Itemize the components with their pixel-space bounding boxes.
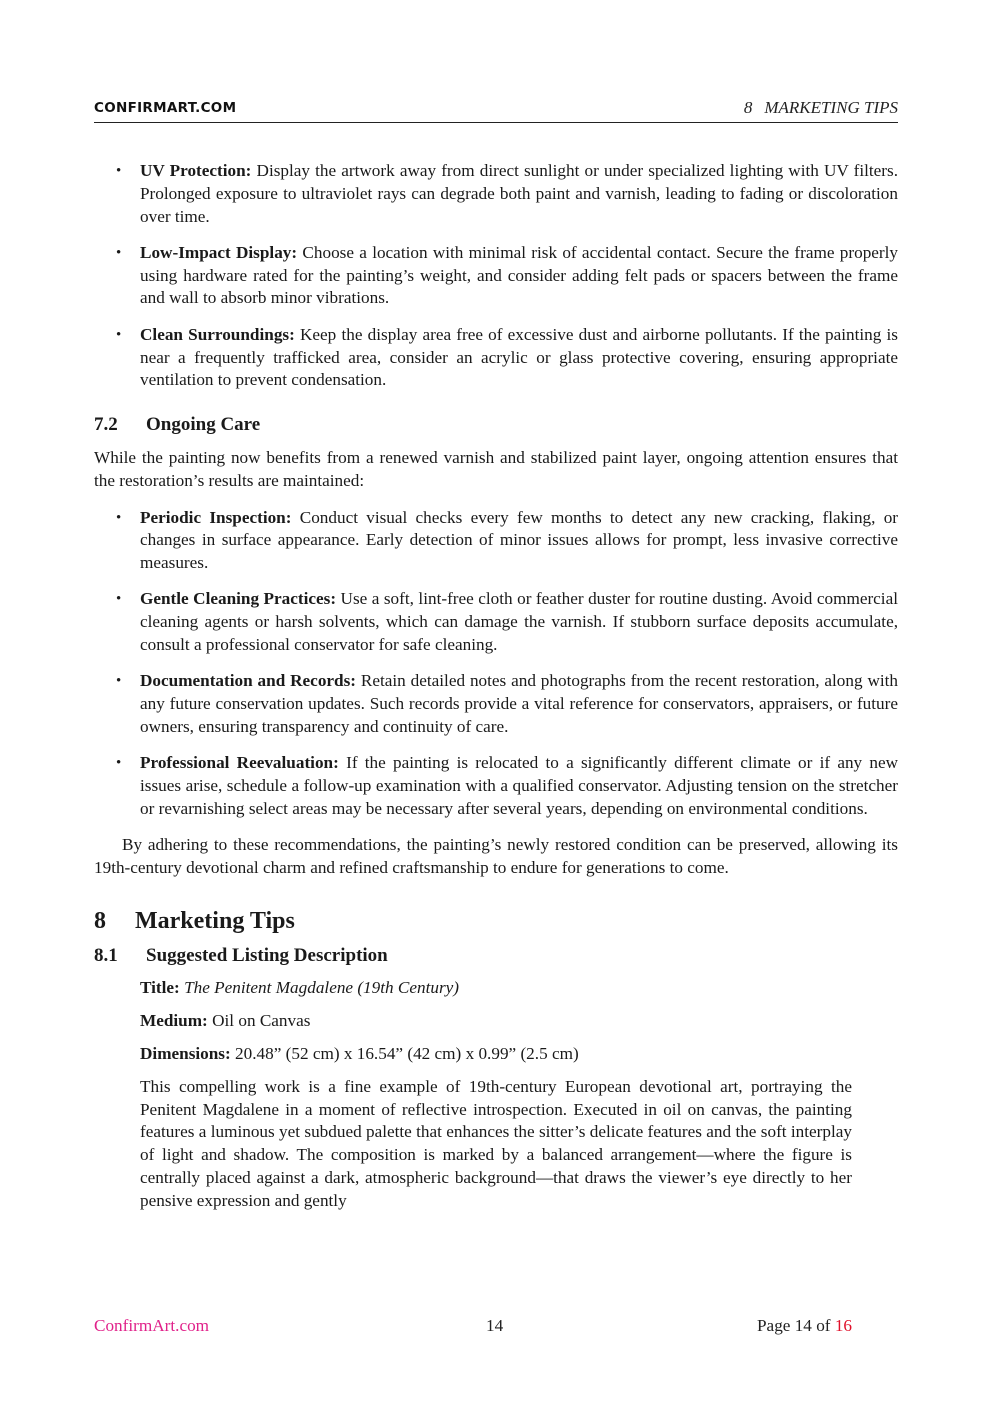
bullet-text: Use a soft, lint-free cloth or feather duster for routine dusting. Avoid commercial cleaning agents or harsh solvents, which can damage the varnish. If stubborn surface deposits accumulate, consult a professional conservator for safe cleaning.	[140, 589, 898, 655]
list-item	[94, 324, 898, 392]
list-item	[94, 507, 898, 575]
section-title: Marketing Tips	[135, 907, 295, 934]
list-item	[94, 670, 898, 738]
bullet-term: Periodic Inspection:	[140, 507, 292, 527]
page-footer	[94, 1316, 852, 1338]
subsection-number: 7.2	[94, 414, 118, 436]
bullet-term: Documentation and Records:	[140, 671, 357, 691]
ongoing-care-intro: While the painting now benefits from a renewed varnish and stabilized paint layer, ongoing attention ensures that the restoration’s results are maintained:	[94, 447, 898, 490]
listing-medium-value: Oil on Canvas	[212, 1011, 311, 1031]
running-section-name: MARKETING TIPS	[764, 98, 898, 117]
running-section-title	[744, 98, 898, 118]
listing-description-text: This compelling work is a fine example of 19th-century European devotional art, portraying the Penitent Magdalene in a moment of reflective introspection. Executed in oil on canvas, the painting features a luminous yet subdued palette that enhances the sitter’s delicate features and the soft interplay of light and shadow. The composition is marked by a balanced arrangement—where the figure is centrally placed against a dark, atmospheric background—that draws the viewer’s eye directly to her pensive expression and gently	[140, 1076, 852, 1210]
listing-dimensions-field	[140, 1043, 852, 1066]
bullet-term: UV Protection:	[140, 161, 252, 180]
listing-description-block	[94, 977, 898, 1212]
subsection-title: Ongoing Care	[146, 414, 261, 436]
bullet-text: Conduct visual checks every few months to detect any new cracking, flaking, or changes in surface appearance. Early detection of minor issues allows for prompt, less invasive corrective measures.	[140, 507, 898, 573]
listing-title-value: The Penitent Magdalene (19th Century)	[184, 978, 460, 998]
subsection-heading-7-2	[94, 414, 898, 437]
footer-site-link[interactable]: ConfirmArt.com	[94, 1316, 210, 1335]
display-bullet-list	[94, 160, 898, 392]
listing-medium-field	[140, 1010, 852, 1033]
ongoing-care-bullet-list	[94, 507, 898, 821]
list-item	[94, 588, 898, 656]
field-label: Dimensions:	[140, 1043, 231, 1063]
listing-title-field	[140, 977, 852, 1000]
bullet-text: Display the artwork away from direct sunlight or under specialized lighting with UV filters. Prolonged exposure to ultraviolet rays can degrade both paint and varnish, leading to fading or discoloration over time.	[140, 161, 898, 226]
list-item	[94, 242, 898, 310]
bullet-term: Low-Impact Display:	[140, 242, 298, 262]
bullet-text: If the painting is relocated to a significantly different climate or if any new issues arise, schedule a follow-up examination with a qualified conservator. Adjusting tension on the stretcher or revarnishing select areas may be necessary after several years, depending on environmental conditions.	[140, 753, 898, 818]
footer-total-pages-link[interactable]: 16	[834, 1316, 852, 1335]
listing-dimensions-value: 20.48” (52 cm) x 16.54” (42 cm) x 0.99” (2.5 cm)	[235, 1043, 579, 1063]
footer-page-prefix: Page 14 of	[757, 1316, 831, 1335]
ongoing-care-closing: By adhering to these recommendations, the painting’s newly restored condition can be preserved, allowing its 19th-century devotional charm and refined craftsmanship to endure for generations to come.	[94, 835, 898, 877]
site-logo[interactable]: CONFIRMART.COM	[94, 100, 237, 116]
bullet-text: Keep the display area free of excessive dust and airborne pollutants. If the painting is near a frequently trafficked area, consider an acrylic or glass protective covering, ensuring appropriate ventilation to prevent condensation.	[140, 324, 898, 390]
field-label: Title:	[140, 978, 180, 998]
bullet-term: Clean Surroundings:	[140, 324, 295, 344]
bullet-term: Professional Reevaluation:	[140, 753, 339, 773]
footer-page-count	[757, 1316, 852, 1336]
list-item	[94, 160, 898, 228]
subsection-number: 8.1	[94, 944, 118, 966]
running-section-number: 8	[743, 98, 753, 117]
running-header	[94, 98, 898, 123]
subsection-heading-8-1	[94, 945, 898, 968]
section-number: 8	[94, 907, 106, 934]
bullet-text: Retain detailed notes and photographs from the recent restoration, along with any future conservation updates. Such records provide a vital reference for conservators, appraisers, or future owners, ensuring transparency and continuity of care.	[140, 671, 898, 736]
list-item	[94, 752, 898, 820]
section-heading-8	[94, 907, 898, 934]
bullet-text: Choose a location with minimal risk of accidental contact. Secure the frame properly using hardware rated for the painting’s weight, and consider adding felt pads or spacers between the frame and wall to absorb minor vibrations.	[140, 242, 898, 308]
field-label: Medium:	[140, 1011, 208, 1031]
bullet-term: Gentle Cleaning Practices:	[140, 589, 337, 609]
subsection-title: Suggested Listing Description	[146, 944, 388, 966]
page-body	[94, 160, 898, 1226]
footer-page-number: 14	[486, 1316, 504, 1335]
